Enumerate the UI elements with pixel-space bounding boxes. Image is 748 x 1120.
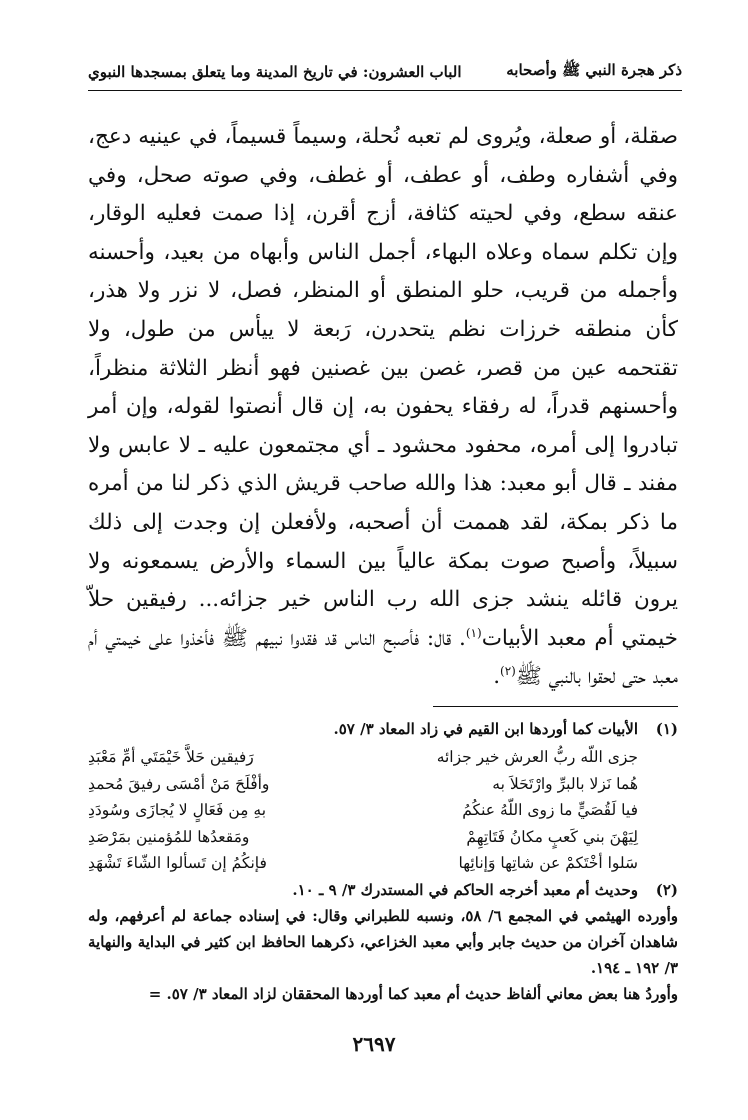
verse-first-hemistich: سَلوا أخْتَكمْ عن شاتِها وَإنائِها — [458, 854, 638, 872]
footnote-2-paragraph: وأورده الهيثمي في المجمع ٦/ ٥٨، ونسبه للطبراني وقال: في إسناده جماعة لم أعرفهم، وله شاهدان آخران من حديث جابر وأبي معبد الخزاعي، ذكرهما الحافظ ابن كثير في البداية والنهاية ٣/ ١٩٢ ـ ١٩٤. — [88, 906, 679, 977]
verse-second-hemistich: ومَقعدُها للمُؤمنين بمَرْصَدِ — [88, 827, 250, 846]
poem-verse — [88, 850, 638, 877]
footnote-1 — [88, 716, 678, 742]
text-part-a: صقلة، أو صعلة، ويُروى لم تعبه نُحلة، وسيماً قسيماً، في عينيه دعج، وفي أشفاره وطف، أو عطف، أو غطف، وفي صوته صحل، وفي عنقه سطع، وفي لحيته كثافة، أزج أقرن، إذا صمت فعليه الوقار، وإن تكلم سماه وعلاه البهاء، أجمل الناس وأبهاه من بعيد، وأحسنه وأجمله من قريب، حلو المنطق أو المنظر، فصل، لا نزر ولا هذر، كأن منطقه خرزات نظم يتحدرن، رَبعة لا ييأس من طول، ولا تقتحمه عين من قصر، غصن بين غصنين فهو أنظر الثلاثة منظراً، وأحسنهم قدراً، له رفقاء يحفون به، إن قال أنصتوا لقوله، وإن أمر تبادروا إلى أمره، محفود محشود ـ أي مجتمعون عليه ـ لا عابس ولا مفند ـ قال أبو معبد: هذا والله صاحب قريش الذي ذكر لنا من أمره ما ذكر بمكة، لقد هممت أن أصحبه، ولأفعلن إن وجدت إلى ذلك سبيلاً، وأصبح صوت بمكة عالياً بين السماء والأرض يسمعونه ولا يرون قائله ينشد جزى الله رب الناس خير جزائه... رفيقين حلاّ خيمتي أم معبد الأبيات — [88, 124, 678, 651]
poem-verse — [88, 744, 638, 771]
verse-first-hemistich: هُما نَزلا بالبرِّ وارْتَحَلاَ به — [492, 774, 638, 793]
verse-second-hemistich: فإنكُمُ إن تَسألوا الشّاءَ تَشْهَدِ — [88, 854, 267, 872]
footnote-ref-1[interactable]: (١) — [465, 625, 482, 640]
running-header — [88, 58, 682, 86]
header-rule — [88, 90, 682, 91]
poem-verse — [88, 771, 638, 798]
footnote-1-text: الأبيات كما أوردها ابن القيم في زاد المعاد ٣/ ٥٧. — [333, 720, 638, 738]
main-text — [88, 118, 678, 697]
footnotes — [88, 716, 678, 1007]
verse-second-hemistich: بهِ مِن فَعَالٍ لا يُجازَى وسُودَدِ — [88, 801, 267, 819]
header-section-title: الباب العشرون: في تاريخ المدينة وما يتعلق بمسجدها النبوي — [88, 63, 462, 81]
page-number: ٢٦٩٧ — [352, 1032, 396, 1056]
header-chapter-title: ذكر هجرة النبي ﷺ وأصحابه — [506, 61, 682, 79]
footnote-2-number: (٢) — [655, 880, 678, 899]
footnote-2-text: وحديث أم معبد أخرجه الحاكم في المستدرك ٣/ ٩ ـ ١٠. — [292, 880, 638, 899]
verse-second-hemistich: وأفْلَحَ مَنْ أمْسَى رفيقَ مُحمدِ — [88, 774, 270, 793]
verse-first-hemistich: لِيَهْنَ بني كَعبٍ مكانُ فَتَاتِهِمْ — [466, 827, 638, 846]
footnote-ref-2[interactable]: (٢) — [500, 664, 516, 679]
footnote-2-paragraph: وأوردُ هنا بعض معاني ألفاظ حديث أم معبد كما أوردها المحققان لزاد المعاد ٣/ ٥٧. = — [148, 984, 678, 1003]
footnote-rule — [433, 706, 678, 707]
verse-first-hemistich: جزى اللّه ربُّ العرش خير جزائه — [436, 748, 638, 766]
text-part-c: . — [493, 664, 501, 690]
main-paragraph — [88, 118, 678, 697]
text-part-b: . قال: فأصبح الناس قد فقدوا نبيهم ﷺ فأخذوا على خيمتي أم معبد حتى لحقوا بالنبي ﷺ — [88, 625, 678, 690]
footnote-1-number: (١) — [655, 720, 678, 738]
poem-verse — [88, 824, 638, 851]
footnote-2 — [88, 877, 678, 903]
verse-first-hemistich: فيا لَقُصَيٍّ ما زوى اللّهُ عنكُمُ — [462, 801, 638, 819]
poem-verse — [88, 797, 638, 824]
poem — [88, 744, 638, 877]
verse-second-hemistich: رَفيقين حَلاَّ خَيْمَتَي أمِّ مَعْبَدِ — [88, 748, 254, 766]
